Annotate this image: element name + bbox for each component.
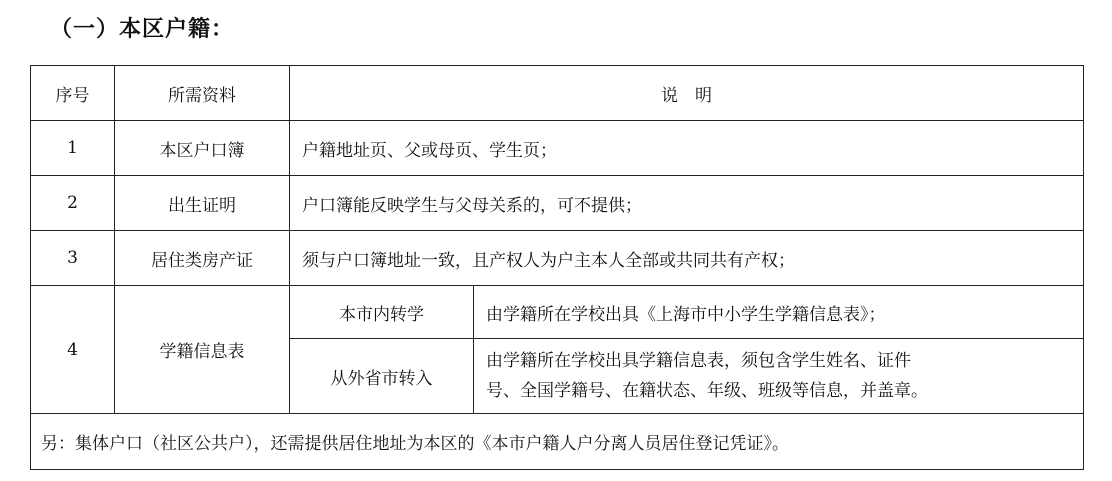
row-number: 3 (31, 231, 115, 286)
requirements-table (30, 65, 1084, 470)
row-description: 由学籍所在学校出具《上海市中小学生学籍信息表》； (474, 286, 1084, 339)
table-header-row (31, 66, 1084, 121)
description-line: 由学籍所在学校出具学籍信息表，须包含学生姓名、证件 (486, 351, 911, 371)
header-no: 序号 (31, 66, 115, 121)
row-material: 出生证明 (115, 176, 290, 231)
row-description (474, 339, 1084, 414)
row-material: 本区户口簿 (115, 121, 290, 176)
table-row (31, 286, 1084, 339)
row-material: 学籍信息表 (115, 286, 290, 414)
table-row (31, 121, 1084, 176)
row-material: 居住类房产证 (115, 231, 290, 286)
table-row (31, 231, 1084, 286)
description-line: 号、全国学籍号、在籍状态、年级、班级等信息，并盖章。 (486, 381, 928, 401)
header-description: 说 明 (290, 66, 1084, 121)
note-row (31, 414, 1084, 470)
transfer-type: 从外省市转入 (290, 339, 474, 414)
note-text: 另：集体户口（社区公共户），还需提供居住地址为本区的《本市户籍人户分离人员居住登记凭证》。 (31, 414, 1084, 470)
row-description: 须与户口簿地址一致，且产权人为户主本人全部或共同共有产权； (290, 231, 1084, 286)
row-number: 2 (31, 176, 115, 231)
header-material: 所需资料 (115, 66, 290, 121)
row-description: 户籍地址页、父或母页、学生页； (290, 121, 1084, 176)
row-number: 4 (31, 286, 115, 414)
row-description: 户口簿能反映学生与父母关系的，可不提供； (290, 176, 1084, 231)
section-heading: （一）本区户籍： (50, 17, 235, 42)
transfer-type: 本市内转学 (290, 286, 474, 339)
table-row (31, 176, 1084, 231)
row-number: 1 (31, 121, 115, 176)
